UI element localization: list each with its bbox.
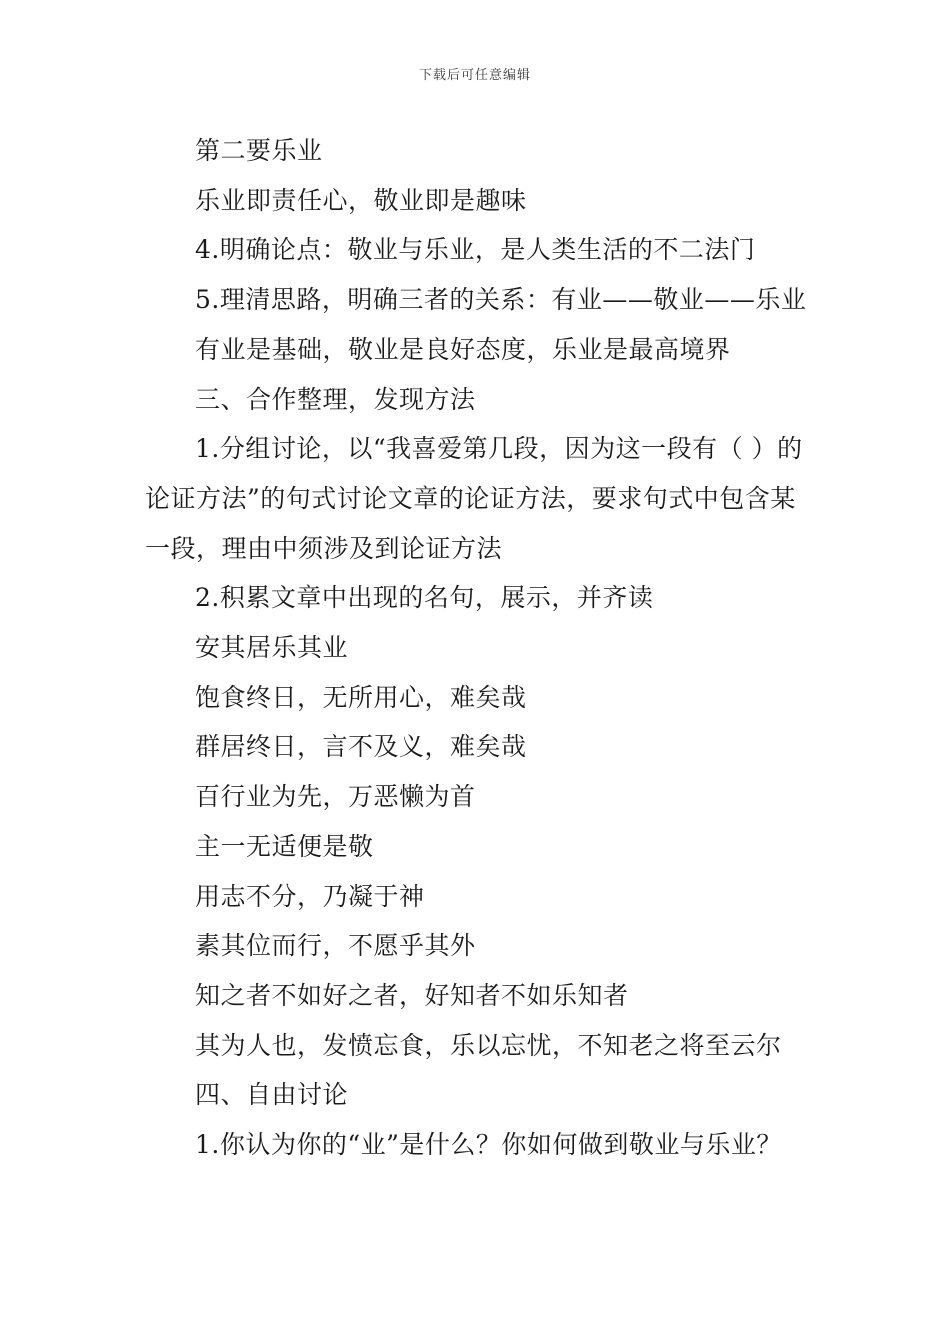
paragraph: 1.你认为你的“业”是什么？你如何做到敬业与乐业？: [195, 1130, 782, 1160]
paragraph: 2.积累文章中出现的名句，展示，并齐读: [195, 583, 654, 613]
quote-line: 素其位而行，不愿乎其外: [195, 931, 476, 961]
section-heading: 三、合作整理，发现方法: [195, 384, 476, 414]
paragraph: 乐业即责任心，敬业即是趣味: [195, 185, 527, 215]
paragraph: 1.分组讨论，以“我喜爱第几段，因为这一段有（ ）的论证方法”的句式讨论文章的论证方法，要求句式中包含某一段，理由中须涉及到论证方法: [145, 434, 803, 563]
page-header: 下载后可任意编辑: [418, 68, 531, 83]
quote-line: 知之者不如好之者，好知者不如乐知者: [195, 980, 629, 1010]
paragraph: 4.明确论点：敬业与乐业，是人类生活的不二法门: [195, 235, 756, 265]
document-body: [145, 126, 810, 1170]
quote-line: 安其居乐其业: [195, 633, 349, 663]
quote-line: 用志不分，乃凝于神: [195, 881, 425, 911]
paragraph: 有业是基础，敬业是良好态度，乐业是最高境界: [195, 334, 731, 364]
quote-line: 其为人也，发愤忘食，乐以忘忧，不知老之将至云尔: [195, 1030, 782, 1060]
quote-line: 百行业为先，万恶懒为首: [195, 782, 476, 812]
section-heading: 四、自由讨论: [195, 1080, 349, 1110]
quote-line: 饱食终日，无所用心，难矣哉: [195, 682, 527, 712]
paragraph: 5.理清思路，明确三者的关系：有业——敬业——乐业: [195, 285, 807, 315]
paragraph: 第二要乐业: [195, 136, 323, 165]
quote-line: 群居终日，言不及义，难矣哉: [195, 732, 527, 762]
quote-line: 主一无适便是敬: [195, 831, 374, 861]
